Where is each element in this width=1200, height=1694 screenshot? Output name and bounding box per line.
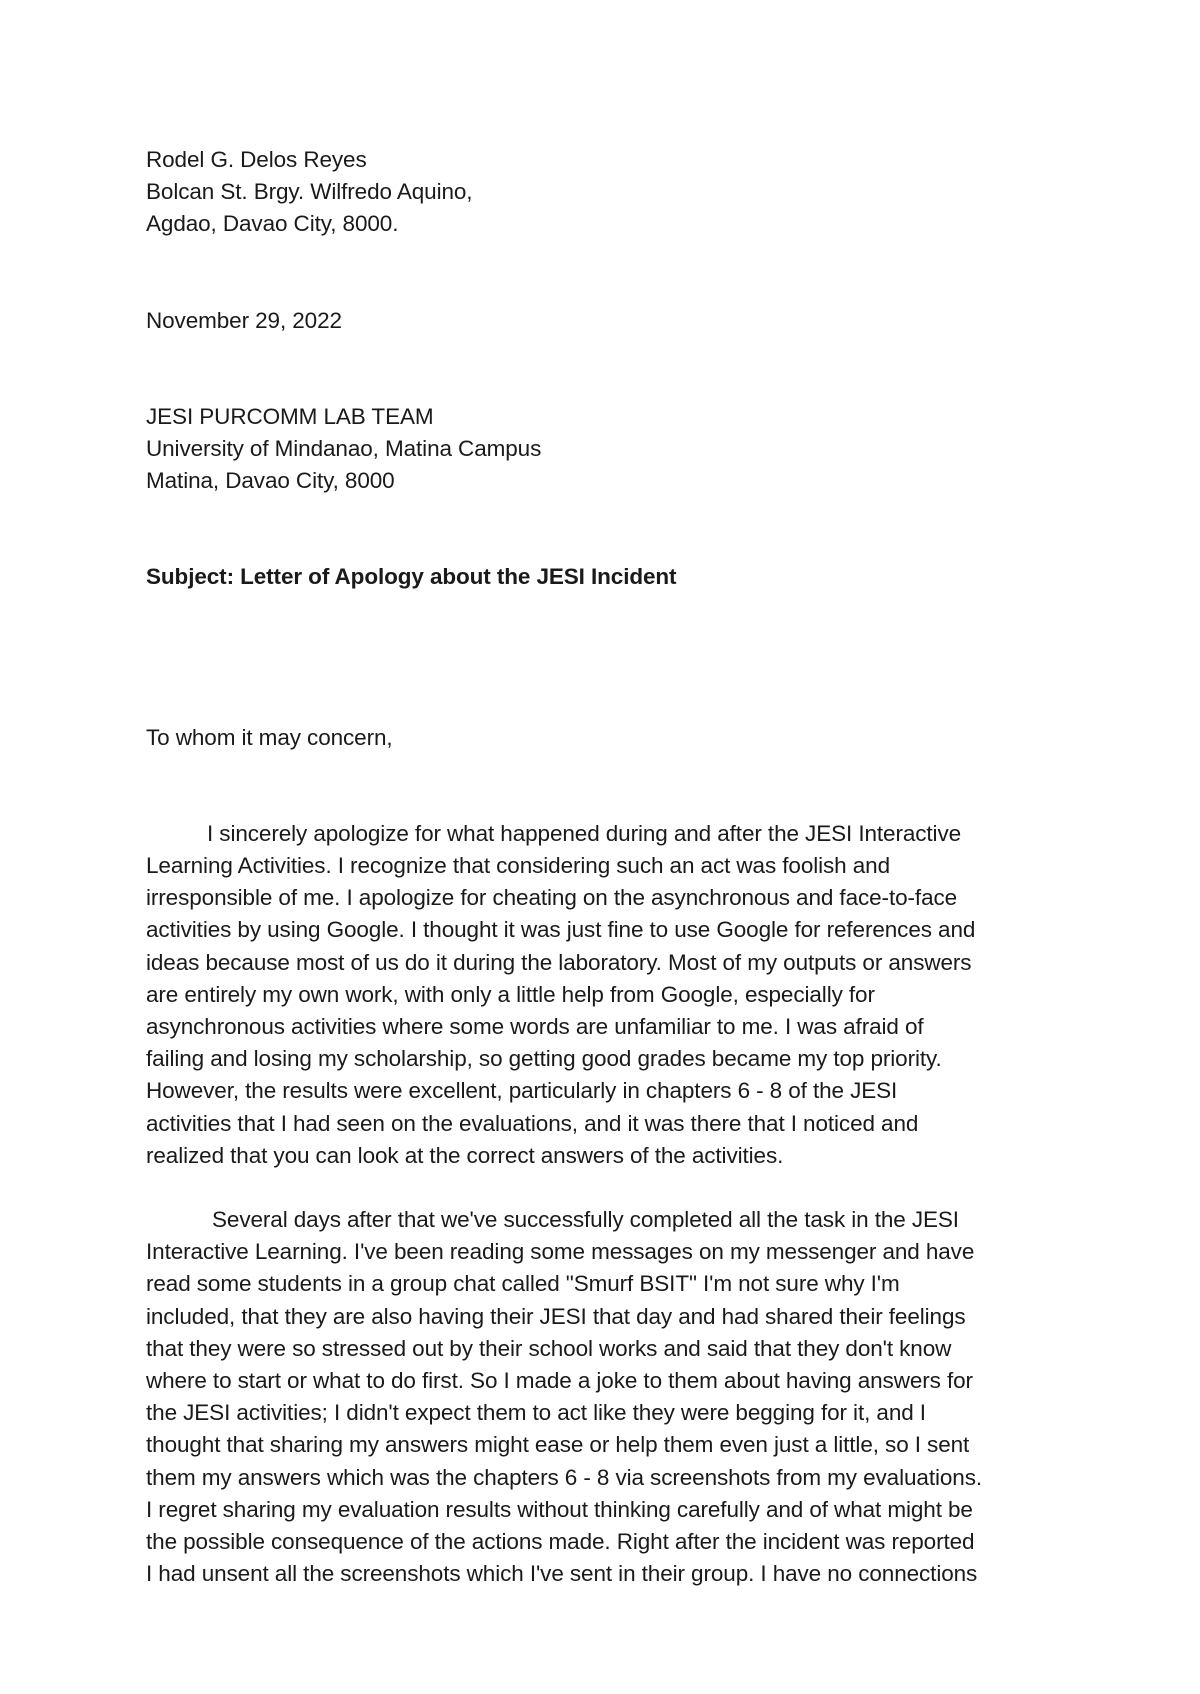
paragraph-line: failing and losing my scholarship, so getting good grades became my top priority. <box>146 1046 942 1072</box>
paragraph-line: I regret sharing my evaluation results without thinking carefully and of what might be <box>146 1496 973 1522</box>
paragraph-line: activities that I had seen on the evaluations, and it was there that I noticed and <box>146 1110 919 1136</box>
recipient-name: JESI PURCOMM LAB TEAM <box>146 403 434 429</box>
paragraph-line: irresponsible of me. I apologize for cheating on the asynchronous and face-to-face <box>146 885 958 911</box>
paragraph-line: Interactive Learning. I've been reading some messages on my messenger and have <box>146 1239 975 1265</box>
paragraph-line: activities by using Google. I thought it was just fine to use Google for references and <box>146 917 976 943</box>
paragraph-line: the possible consequence of the actions made. Right after the incident was reported <box>146 1529 975 1555</box>
paragraph-line: the JESI activities; I didn't expect them to act like they were begging for it, and I <box>146 1400 926 1426</box>
recipient-address <box>146 401 1076 498</box>
recipient-city: Matina, Davao City, 8000 <box>146 468 395 494</box>
paragraph-line: are entirely my own work, with only a little help from Google, especially for <box>146 981 875 1007</box>
letter-body <box>146 144 1076 1591</box>
paragraph-line: where to start or what to do first. So I made a joke to them about having answers for <box>146 1368 973 1394</box>
paragraph-line: read some students in a group chat called "Smurf BSIT" I'm not sure why I'm <box>146 1271 900 1297</box>
paragraph-line: that they were so stressed out by their school works and said that they don't know <box>146 1335 952 1361</box>
paragraph-line: I had unsent all the screenshots which I've sent in their group. I have no connections <box>146 1561 978 1587</box>
sender-address <box>146 144 1076 241</box>
paragraph-line: Several days after that we've successfully completed all the task in the JESI <box>212 1207 959 1233</box>
sender-name: Rodel G. Delos Reyes <box>146 147 367 172</box>
paragraph-line: Learning Activities. I recognize that considering such an act was foolish and <box>146 853 890 879</box>
paragraph-line: them my answers which was the chapters 6 - 8 via screenshots from my evaluations. <box>146 1464 982 1490</box>
letter-subject: Subject: Letter of Apology about the JESI Incident <box>146 564 677 590</box>
paragraph-line: asynchronous activities where some words are unfamiliar to me. I was afraid of <box>146 1014 924 1040</box>
sender-city: Agdao, Davao City, 8000. <box>146 211 399 237</box>
recipient-institution: University of Mindanao, Matina Campus <box>146 436 542 462</box>
paragraph-2 <box>146 1204 1076 1590</box>
sender-street: Bolcan St. Brgy. Wilfredo Aquino, <box>146 179 473 205</box>
paragraph-line: thought that sharing my answers might ease or help them even just a little, so I sent <box>146 1432 970 1458</box>
paragraph-line: However, the results were excellent, particularly in chapters 6 - 8 of the JESI <box>146 1078 898 1104</box>
paragraph-line: included, that they are also having their JESI that day and had shared their feelings <box>146 1303 966 1329</box>
paragraph-line: realized that you can look at the correct answers of the activities. <box>146 1142 784 1168</box>
paragraph-1 <box>146 818 1076 1172</box>
letter-date: November 29, 2022 <box>146 307 342 333</box>
salutation: To whom it may concern, <box>146 724 393 750</box>
paragraph-line: I sincerely apologize for what happened during and after the JESI Interactive <box>207 820 962 846</box>
paragraph-line: ideas because most of us do it during the laboratory. Most of my outputs or answers <box>146 949 972 975</box>
